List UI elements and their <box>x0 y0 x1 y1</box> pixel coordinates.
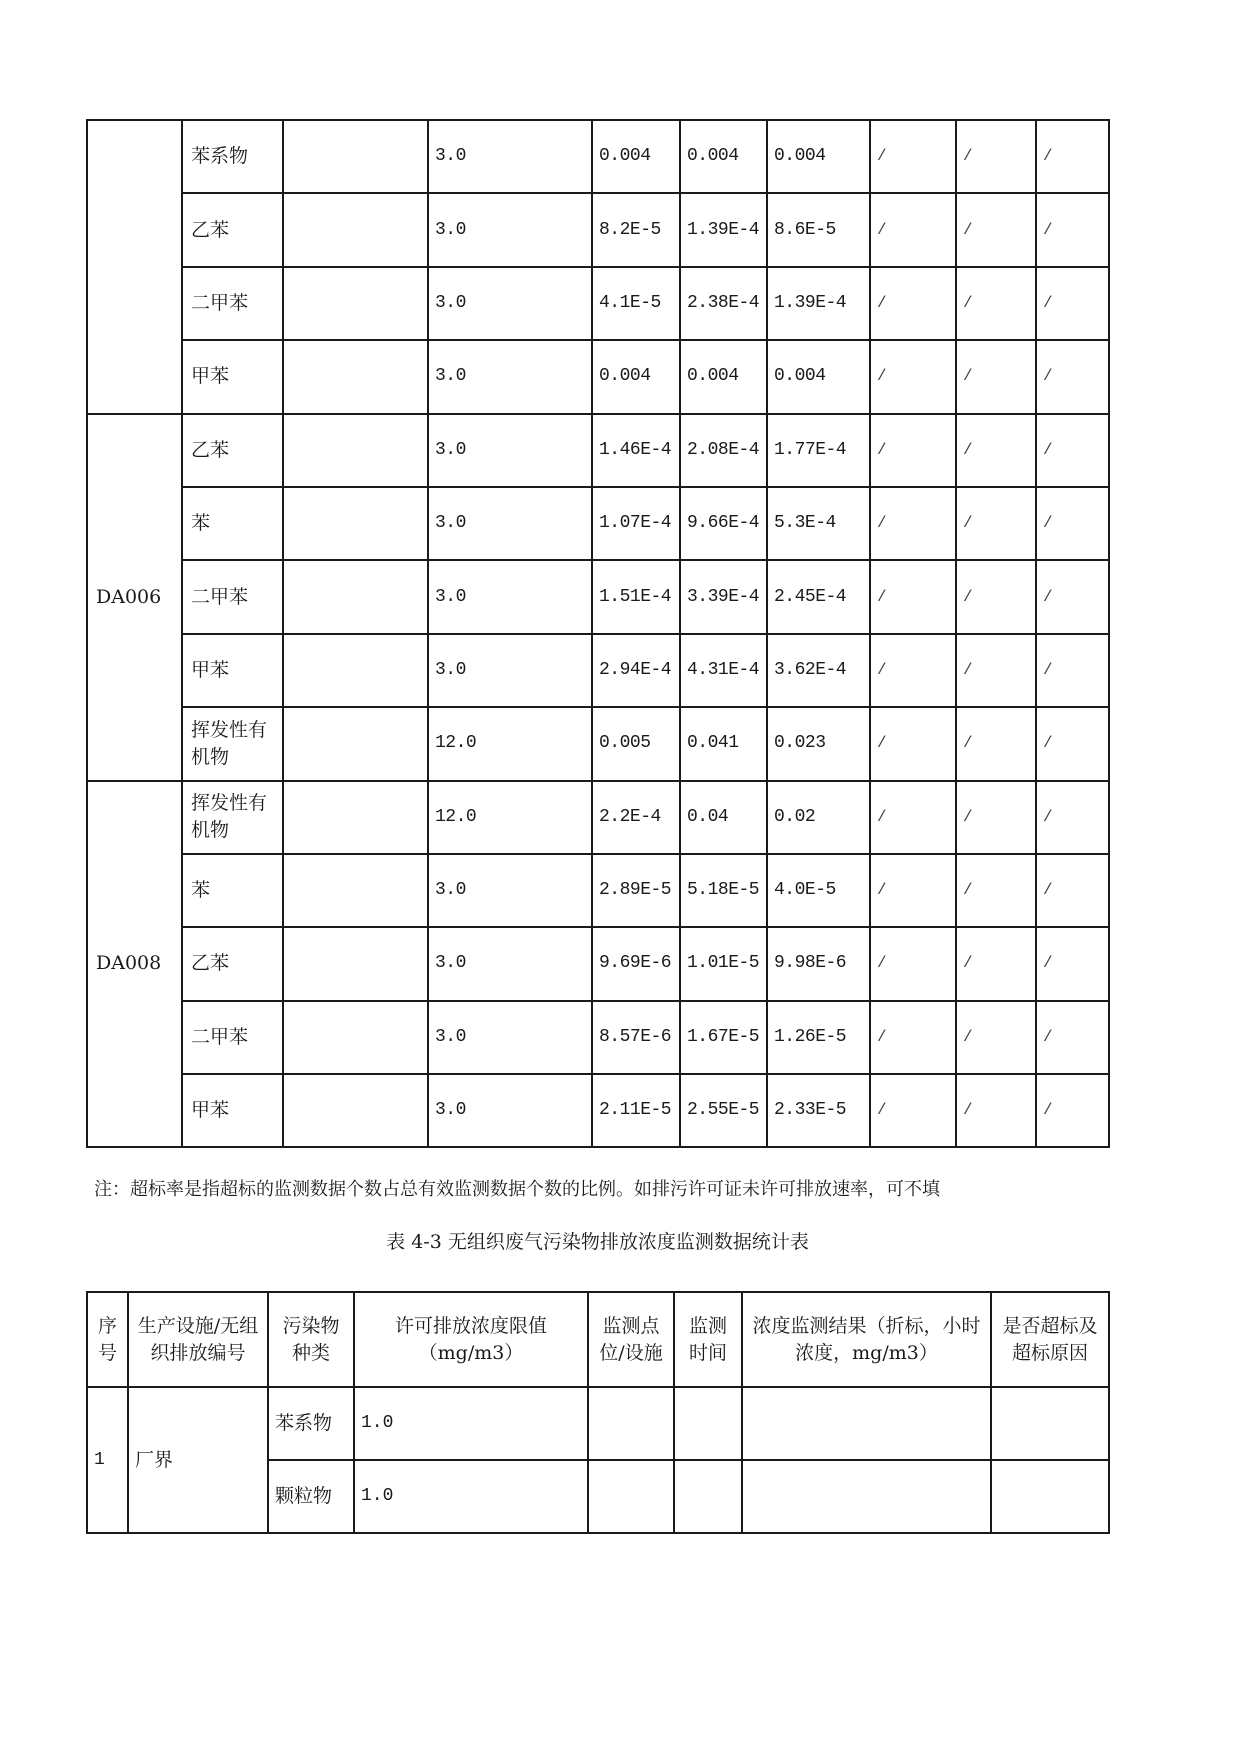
table-caption: 表 4-3 无组织废气污染物排放浓度监测数据统计表 <box>386 1231 809 1253</box>
min-value-cell: 0.004 <box>592 120 680 193</box>
limit-cell: 3.0 <box>428 414 592 487</box>
header-cell: 监测时间 <box>674 1292 742 1387</box>
na-cell: / <box>956 927 1036 1000</box>
na-cell: / <box>956 634 1036 707</box>
na-cell: / <box>870 781 956 854</box>
pollutant-cell: 苯 <box>182 487 283 560</box>
pollutant-cell: 乙苯 <box>182 927 283 1000</box>
avg-value-cell: 2.33E-5 <box>767 1074 870 1147</box>
na-cell: / <box>870 1074 956 1147</box>
empty-cell <box>283 193 428 266</box>
empty-cell <box>588 1460 674 1533</box>
max-value-cell: 9.66E-4 <box>680 487 767 560</box>
table-row <box>87 193 1109 266</box>
empty-cell <box>674 1387 742 1460</box>
max-value-cell: 2.08E-4 <box>680 414 767 487</box>
header-row <box>87 1292 1109 1387</box>
pollutant-cell: 二甲苯 <box>182 267 283 340</box>
limit-cell: 3.0 <box>428 854 592 927</box>
na-cell: / <box>1036 854 1109 927</box>
header-cell: 是否超标及超标原因 <box>991 1292 1109 1387</box>
pollutant-cell: 苯 <box>182 854 283 927</box>
header-cell: 浓度监测结果（折标，小时浓度，mg/m3） <box>742 1292 991 1387</box>
limit-cell: 3.0 <box>428 927 592 1000</box>
table-row <box>87 781 1109 854</box>
na-cell: / <box>870 634 956 707</box>
na-cell: / <box>870 1001 956 1074</box>
na-cell: / <box>956 414 1036 487</box>
empty-cell <box>283 340 428 413</box>
outlet-cell: DA006 <box>87 414 182 781</box>
max-value-cell: 2.38E-4 <box>680 267 767 340</box>
pollutant-cell: 甲苯 <box>182 634 283 707</box>
na-cell: / <box>1036 707 1109 780</box>
empty-cell <box>588 1387 674 1460</box>
avg-value-cell: 8.6E-5 <box>767 193 870 266</box>
table-row <box>87 1074 1109 1147</box>
empty-cell <box>991 1387 1109 1460</box>
avg-value-cell: 3.62E-4 <box>767 634 870 707</box>
pollutant-cell: 甲苯 <box>182 340 283 413</box>
na-cell: / <box>956 707 1036 780</box>
limit-cell: 3.0 <box>428 120 592 193</box>
table-note: 注：超标率是指超标的监测数据个数占总有效监测数据个数的比例。如排污许可证未许可排放速率，可不填 <box>94 1179 940 1200</box>
limit-cell: 3.0 <box>428 267 592 340</box>
avg-value-cell: 9.98E-6 <box>767 927 870 1000</box>
max-value-cell: 1.39E-4 <box>680 193 767 266</box>
header-cell: 监测点位/设施 <box>588 1292 674 1387</box>
na-cell: / <box>956 267 1036 340</box>
avg-value-cell: 2.45E-4 <box>767 560 870 633</box>
empty-cell <box>742 1460 991 1533</box>
table-row <box>87 414 1109 487</box>
empty-cell <box>283 560 428 633</box>
na-cell: / <box>1036 634 1109 707</box>
limit-cell: 3.0 <box>428 487 592 560</box>
na-cell: / <box>1036 267 1109 340</box>
max-value-cell: 1.01E-5 <box>680 927 767 1000</box>
avg-value-cell: 0.004 <box>767 340 870 413</box>
seq-cell: 1 <box>87 1387 128 1533</box>
pollutant-cell: 乙苯 <box>182 193 283 266</box>
empty-cell <box>283 634 428 707</box>
na-cell: / <box>956 487 1036 560</box>
na-cell: / <box>956 120 1036 193</box>
na-cell: / <box>1036 414 1109 487</box>
table-row <box>87 487 1109 560</box>
na-cell: / <box>870 487 956 560</box>
na-cell: / <box>870 560 956 633</box>
limit-cell: 3.0 <box>428 634 592 707</box>
avg-value-cell: 0.004 <box>767 120 870 193</box>
avg-value-cell: 0.02 <box>767 781 870 854</box>
max-value-cell: 5.18E-5 <box>680 854 767 927</box>
min-value-cell: 2.94E-4 <box>592 634 680 707</box>
na-cell: / <box>1036 927 1109 1000</box>
limit-cell: 3.0 <box>428 193 592 266</box>
na-cell: / <box>870 927 956 1000</box>
na-cell: / <box>956 340 1036 413</box>
min-value-cell: 8.57E-6 <box>592 1001 680 1074</box>
min-value-cell: 2.11E-5 <box>592 1074 680 1147</box>
header-cell: 生产设施/无组织排放编号 <box>128 1292 268 1387</box>
na-cell: / <box>870 414 956 487</box>
pollutant-cell: 挥发性有机物 <box>182 781 283 854</box>
na-cell: / <box>1036 487 1109 560</box>
max-value-cell: 0.04 <box>680 781 767 854</box>
na-cell: / <box>1036 120 1109 193</box>
limit-cell: 3.0 <box>428 560 592 633</box>
na-cell: / <box>1036 1074 1109 1147</box>
pollutant-cell: 苯系物 <box>182 120 283 193</box>
pollutant-cell: 乙苯 <box>182 414 283 487</box>
empty-cell <box>283 1001 428 1074</box>
avg-value-cell: 1.77E-4 <box>767 414 870 487</box>
max-value-cell: 0.041 <box>680 707 767 780</box>
na-cell: / <box>1036 1001 1109 1074</box>
max-value-cell: 0.004 <box>680 340 767 413</box>
empty-cell <box>283 414 428 487</box>
avg-value-cell: 4.0E-5 <box>767 854 870 927</box>
min-value-cell: 0.005 <box>592 707 680 780</box>
na-cell: / <box>870 854 956 927</box>
outlet-cell: DA008 <box>87 781 182 1148</box>
outlet-cell <box>87 120 182 414</box>
table-row <box>87 634 1109 707</box>
pollutant-cell: 颗粒物 <box>268 1460 354 1533</box>
min-value-cell: 8.2E-5 <box>592 193 680 266</box>
limit-cell: 3.0 <box>428 1001 592 1074</box>
empty-cell <box>283 927 428 1000</box>
header-cell: 污染物种类 <box>268 1292 354 1387</box>
min-value-cell: 4.1E-5 <box>592 267 680 340</box>
table-row <box>87 1001 1109 1074</box>
limit-cell: 3.0 <box>428 340 592 413</box>
pollutant-cell: 二甲苯 <box>182 560 283 633</box>
table-row <box>87 560 1109 633</box>
limit-cell: 12.0 <box>428 781 592 854</box>
facility-cell: 厂界 <box>128 1387 268 1533</box>
max-value-cell: 4.31E-4 <box>680 634 767 707</box>
na-cell: / <box>1036 781 1109 854</box>
table-row <box>87 1387 1109 1460</box>
na-cell: / <box>870 707 956 780</box>
na-cell: / <box>956 1001 1036 1074</box>
empty-cell <box>674 1460 742 1533</box>
table-row <box>87 707 1109 780</box>
empty-cell <box>283 120 428 193</box>
avg-value-cell: 1.26E-5 <box>767 1001 870 1074</box>
header-cell: 序号 <box>87 1292 128 1387</box>
na-cell: / <box>956 781 1036 854</box>
table-row <box>87 927 1109 1000</box>
limit-cell: 1.0 <box>354 1460 588 1533</box>
na-cell: / <box>870 267 956 340</box>
empty-cell <box>283 1074 428 1147</box>
empty-cell <box>283 707 428 780</box>
limit-cell: 1.0 <box>354 1387 588 1460</box>
min-value-cell: 2.89E-5 <box>592 854 680 927</box>
min-value-cell: 1.07E-4 <box>592 487 680 560</box>
na-cell: / <box>956 193 1036 266</box>
avg-value-cell: 5.3E-4 <box>767 487 870 560</box>
empty-cell <box>283 267 428 340</box>
min-value-cell: 2.2E-4 <box>592 781 680 854</box>
table-row <box>87 120 1109 193</box>
max-value-cell: 3.39E-4 <box>680 560 767 633</box>
na-cell: / <box>1036 193 1109 266</box>
na-cell: / <box>1036 560 1109 633</box>
min-value-cell: 9.69E-6 <box>592 927 680 1000</box>
na-cell: / <box>870 340 956 413</box>
avg-value-cell: 1.39E-4 <box>767 267 870 340</box>
na-cell: / <box>870 193 956 266</box>
header-cell: 许可排放浓度限值（mg/m3） <box>354 1292 588 1387</box>
table-row <box>87 340 1109 413</box>
na-cell: / <box>956 854 1036 927</box>
empty-cell <box>283 854 428 927</box>
pollutant-cell: 苯系物 <box>268 1387 354 1460</box>
min-value-cell: 1.51E-4 <box>592 560 680 633</box>
empty-cell <box>991 1460 1109 1533</box>
empty-cell <box>742 1387 991 1460</box>
emission-rate-table <box>86 119 1110 1148</box>
min-value-cell: 1.46E-4 <box>592 414 680 487</box>
pollutant-cell: 二甲苯 <box>182 1001 283 1074</box>
na-cell: / <box>956 1074 1036 1147</box>
max-value-cell: 1.67E-5 <box>680 1001 767 1074</box>
avg-value-cell: 0.023 <box>767 707 870 780</box>
na-cell: / <box>956 560 1036 633</box>
na-cell: / <box>1036 340 1109 413</box>
empty-cell <box>283 487 428 560</box>
pollutant-cell: 挥发性有机物 <box>182 707 283 780</box>
max-value-cell: 0.004 <box>680 120 767 193</box>
max-value-cell: 2.55E-5 <box>680 1074 767 1147</box>
table-row <box>87 854 1109 927</box>
table-row <box>87 267 1109 340</box>
na-cell: / <box>870 120 956 193</box>
fugitive-emission-table <box>86 1291 1110 1534</box>
limit-cell: 12.0 <box>428 707 592 780</box>
min-value-cell: 0.004 <box>592 340 680 413</box>
limit-cell: 3.0 <box>428 1074 592 1147</box>
pollutant-cell: 甲苯 <box>182 1074 283 1147</box>
empty-cell <box>283 781 428 854</box>
